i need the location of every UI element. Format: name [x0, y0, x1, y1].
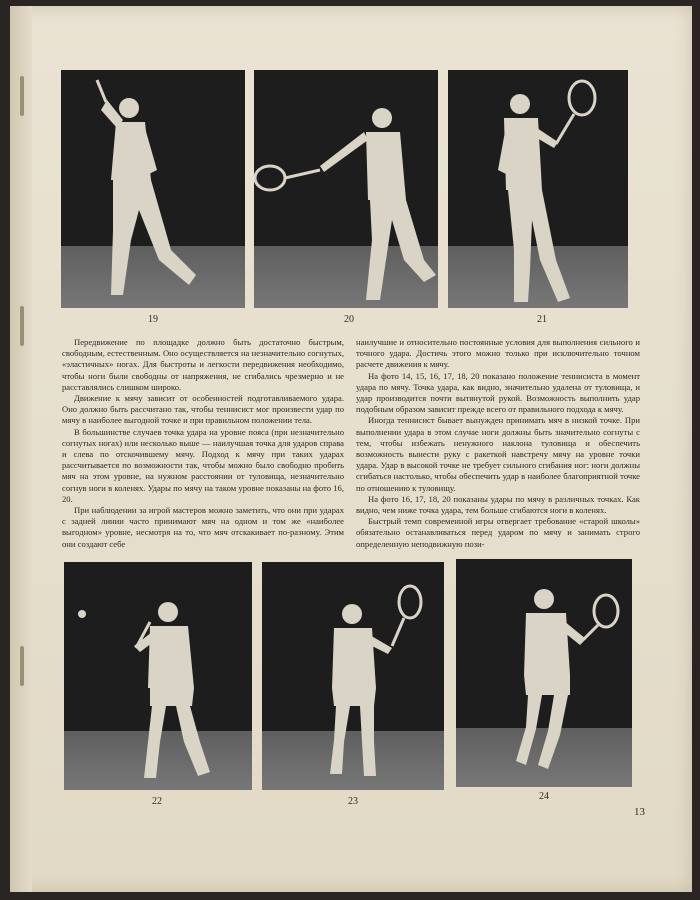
paragraph: На фото 14, 15, 16, 17, 18, 20 показано положение теннисиста в момент удара по мячу. Точка удара, как видно, значительно удалена от туловища, и удар производится почти вытянутой рукой. Возможность выполнить удар подобным образом зависит прежде всего от правильного подхода к мячу.	[356, 370, 640, 415]
figure-caption: 20	[344, 314, 354, 325]
figure-caption: 19	[148, 314, 158, 325]
photo-20	[254, 70, 438, 308]
tennis-player-figure	[254, 70, 438, 308]
page-binding	[10, 6, 32, 892]
binding-hole	[20, 646, 24, 686]
binding-hole	[20, 76, 24, 116]
paragraph: Передвижение по площадке должно быть достаточно быстрым, свободным, естественным. Оно осуществляется на незначительно согнутых, «эластичных» ногах. Для быстроты и легкости передвижения необходимо, чтобы ноги были свободны от напряжения, не сгибались чрезмерно и не расставлялись слишком широко.	[62, 337, 344, 392]
text-column-left	[62, 337, 344, 553]
paragraph: На фото 16, 17, 18, 20 показаны удары по мячу в различных точках. Как видно, чем ниже точка удара, тем больше сгибаются ноги в коленях.	[356, 493, 640, 516]
tennis-player-figure	[64, 562, 252, 790]
paragraph: наилучшие и относительно постоянные условия для выполнения сильного и точного удара. Достичь этого можно только при исключительно точном расчете движения к мячу.	[356, 337, 640, 370]
figure-caption: 24	[539, 791, 549, 802]
tennis-player-figure	[262, 562, 444, 790]
text-column-right	[356, 337, 640, 555]
photo-21	[448, 70, 628, 308]
photo-24	[456, 559, 632, 787]
photo-19	[61, 70, 245, 308]
page-number: 13	[634, 806, 645, 818]
photo-23	[262, 562, 444, 790]
paragraph: Иногда теннисист бывает вынужден принимать мяч в низкой точке. При выполнении удара в этом случае ноги должны быть значительно согнуты с тем, чтобы избежать ненужного наклона туловища и обеспечить возможность вынести руку с ракеткой навстречу мячу на уровне точки удара. Удар в высокой точке не требует сильного сгибания ног: ноги должны сгибаться настолько, чтобы обеспечить удар в наиболее благоприятной точке по отношению к туловищу.	[356, 415, 640, 493]
tennis-player-figure	[448, 70, 628, 308]
tennis-player-figure	[456, 559, 632, 787]
figure-caption: 23	[348, 796, 358, 807]
tennis-player-figure	[61, 70, 245, 308]
binding-hole	[20, 306, 24, 346]
photo-22	[64, 562, 252, 790]
paragraph: Быстрый темп современной игры отвергает требование «старой школы» обязательно останавливаться перед ударом по мячу и занимать строго определенную неподвижную пози-	[356, 516, 640, 549]
book-page	[10, 6, 692, 892]
paragraph: Движение к мячу зависит от особенностей подготавливаемого удара. Оно должно быть рассчитано так, чтобы теннисист мог произвести удар по мячу в наиболее выгодной точке и при правильном положении тела.	[62, 393, 344, 426]
paragraph: В большинстве случаев точка удара на уровне пояса (при незначительно согнутых ногах) или несколько выше — наилучшая точка для ударов справа и слева по отскочившему мячу. Подход к мячу при таких ударах рассчитывается по возможности так, чтобы можно было свободно пробить мяч на этом уровне, на нужном расстоянии от туловища, незначительно согнув ноги в коленях. Удары по мячу на таком уровне показаны на фото 16, 20.	[62, 426, 344, 504]
figure-caption: 21	[537, 314, 547, 325]
figure-caption: 22	[152, 796, 162, 807]
paragraph: При наблюдении за игрой мастеров можно заметить, что они при ударах с задней линии часто принимают мяч на одном и том же «наиболее выгодном» уровне, несмотря на то, что мяч отскакивает по-разному. Этим они создают себе	[62, 505, 344, 549]
